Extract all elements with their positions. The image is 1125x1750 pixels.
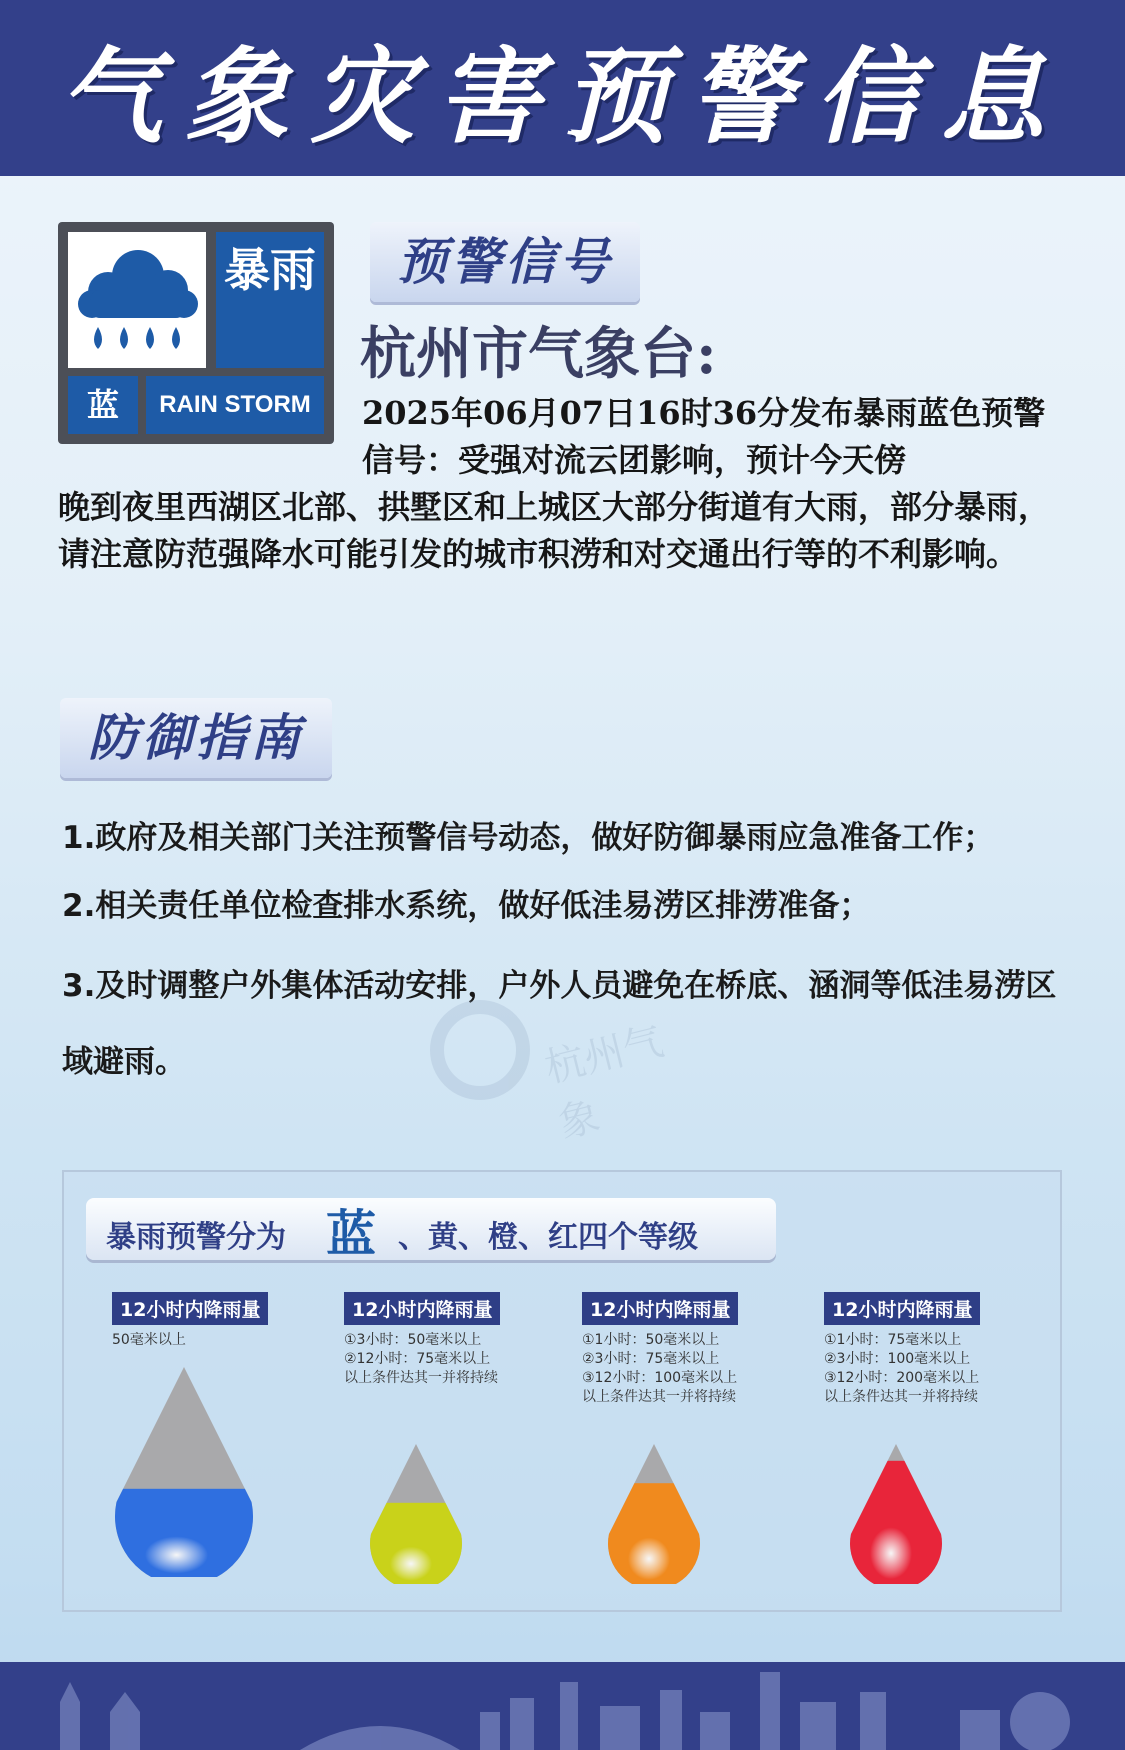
levels-title-prefix: 暴雨预警分为: [106, 1220, 286, 1255]
rain-drop-level-4: [846, 1444, 946, 1584]
level-criteria-line: ①3小时：50毫米以上: [344, 1332, 482, 1348]
rainstorm-warning-icon: [58, 222, 334, 444]
levels-title: [86, 1198, 776, 1263]
signal-section-tag: 预警信号: [370, 222, 640, 302]
drop-fill-level: [109, 1489, 259, 1577]
level-column: [344, 1292, 534, 1388]
signal-text-rest: 晚到夜里西湖区北部、拱墅区和上城区大部分街道有大雨，部分暴雨，请注意防范强降水可能引发的城市积涝和对交通出行等的不利影响。: [58, 488, 1051, 573]
rain-cloud-icon: [68, 232, 206, 368]
level-criteria-line: ②3小时：75毫米以上: [582, 1351, 720, 1367]
guide-item-3: 3.及时调整户外集体活动安排，户外人员避免在桥底、涵洞等低洼易涝区域避雨。: [62, 968, 1057, 1080]
station-name: 杭州市气象台:: [360, 321, 717, 387]
level-criteria-line: ②12小时：75毫米以上: [344, 1351, 491, 1367]
watermark-text: 杭州气象: [540, 1018, 669, 1148]
warning-levels-panel: [62, 1170, 1062, 1612]
level-criteria-line: 50毫米以上: [112, 1332, 186, 1348]
level-head: 12小时内降雨量: [582, 1292, 738, 1325]
level-head: 12小时内降雨量: [344, 1292, 500, 1325]
header-banner: [0, 0, 1125, 176]
level-column: [824, 1292, 1014, 1407]
page-title: 气象灾害预警信息: [58, 36, 1067, 158]
rain-drop-level-1: [109, 1367, 259, 1577]
footer-banner: [0, 1662, 1125, 1750]
drop-fill-level: [604, 1483, 704, 1584]
level-criteria-line: 以上条件达其一并将持续: [582, 1389, 736, 1405]
levels-title-highlight: 蓝: [326, 1205, 376, 1263]
warning-level-color: 蓝: [68, 376, 138, 434]
level-head: 12小时内降雨量: [112, 1292, 268, 1325]
level-criteria-line: 以上条件达其一并将持续: [344, 1370, 498, 1386]
rain-drop-level-2: [366, 1444, 466, 1584]
level-column: [582, 1292, 772, 1407]
level-head: 12小时内降雨量: [824, 1292, 980, 1325]
guide-section-tag: 防御指南: [60, 698, 332, 778]
level-column: [112, 1292, 302, 1350]
warning-word: 暴雨: [216, 232, 324, 368]
level-criteria-line: ①1小时：50毫米以上: [582, 1332, 720, 1348]
city-skyline-icon: [0, 1662, 1125, 1750]
level-criteria-line: ①1小时：75毫米以上: [824, 1332, 962, 1348]
rain-drop-level-3: [604, 1444, 704, 1584]
watermark-logo: [430, 1000, 690, 1148]
level-criteria-line: 以上条件达其一并将持续: [824, 1389, 978, 1405]
drop-fill-level: [846, 1461, 946, 1584]
drop-fill-level: [366, 1503, 466, 1584]
watermark-circle-icon: [430, 1000, 530, 1100]
level-criteria-line: ②3小时：100毫米以上: [824, 1351, 971, 1367]
guide-item-1: 1.政府及相关部门关注预警信号动态，做好防御暴雨应急准备工作；: [62, 820, 995, 856]
guide-item-2: 2.相关责任单位检查排水系统，做好低洼易涝区排涝准备；: [62, 888, 871, 924]
signal-text-first: 2025年06月07日16时36分发布暴雨蓝色预警信号：受强对流云团影响，预计今天傍: [362, 394, 1046, 479]
level-criteria-line: ③12小时：100毫米以上: [582, 1370, 738, 1386]
levels-title-suffix: 、黄、橙、红四个等级: [398, 1220, 698, 1255]
level-criteria-line: ③12小时：200毫米以上: [824, 1370, 980, 1386]
warning-english-label: RAIN STORM: [146, 376, 324, 434]
